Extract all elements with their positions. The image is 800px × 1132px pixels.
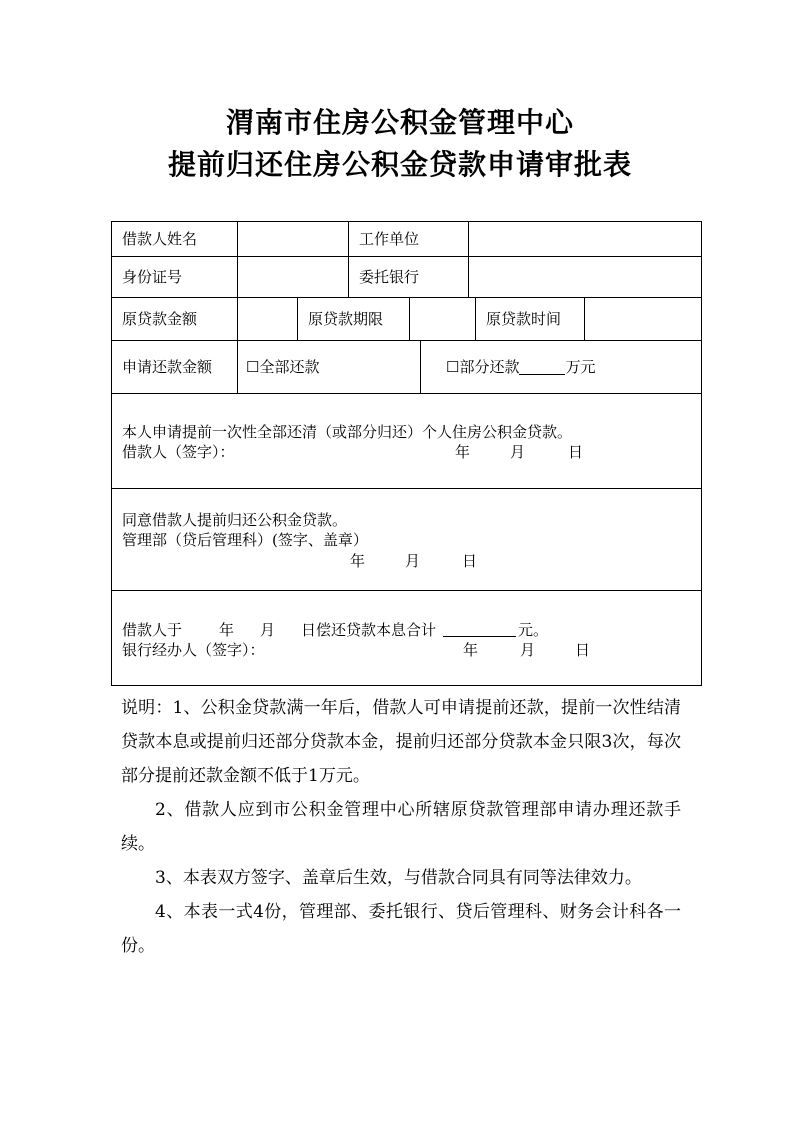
full-repayment-checkbox[interactable]: ☐ — [246, 358, 260, 376]
bank-sign-month: 月 — [520, 641, 536, 659]
partial-amount-unit: 万元 — [565, 358, 596, 376]
repayment-total-blank[interactable] — [443, 622, 516, 637]
partial-repayment-checkbox[interactable]: ☐ — [446, 358, 460, 376]
bank-sign-day: 日 — [575, 641, 591, 659]
bank-sign-year: 年 — [463, 641, 479, 659]
borrower-name-field[interactable] — [237, 221, 349, 257]
note-2: 2、借款人应到市公积金管理中心所辖原贷款管理部申请办理还款手续。 — [121, 800, 681, 854]
entrusted-bank-label: 委托银行 — [348, 256, 469, 298]
note-4: 4、本表一式4份，管理部、委托银行、贷后管理科、财务会计科各一份。 — [121, 902, 681, 956]
approval-signature-label: 管理部（贷后管理科）(签字、盖章） — [122, 531, 368, 549]
original-loan-term-field[interactable] — [409, 297, 476, 341]
employer-field[interactable] — [468, 221, 702, 257]
original-loan-amount-label: 原贷款金额 — [111, 297, 238, 341]
applicant-statement: 本人申请提前一次性全部还清（或部分归还）个人住房公积金贷款。 — [122, 423, 573, 441]
form-title: 提前归还住房公积金贷款申请审批表 — [167, 148, 632, 181]
applicant-sign-month: 月 — [510, 443, 526, 461]
approval-statement: 同意借款人提前归还公积金贷款。 — [122, 511, 348, 529]
full-repayment-label: 全部还款 — [259, 358, 320, 376]
employer-label: 工作单位 — [348, 221, 469, 257]
approval-sign-year: 年 — [350, 552, 366, 570]
borrower-name-label: 借款人姓名 — [111, 221, 238, 257]
repayment-total-unit: 元。 — [518, 621, 549, 639]
repayment-record-section — [111, 590, 702, 686]
partial-amount-blank[interactable] — [519, 360, 565, 375]
approval-sign-month: 月 — [405, 552, 421, 570]
note-3: 3、本表双方签字、盖章后生效，与借款合同具有同等法律效力。 — [155, 868, 642, 888]
original-loan-term-label: 原贷款期限 — [297, 297, 410, 341]
full-repayment-option[interactable] — [237, 340, 421, 394]
id-number-label: 身份证号 — [111, 256, 238, 298]
repayment-month: 月 — [260, 621, 276, 639]
repayment-prefix: 借款人于 — [122, 621, 183, 639]
partial-repayment-option[interactable] — [420, 340, 702, 394]
applicant-statement-section — [111, 393, 702, 489]
bank-officer-signature-label: 银行经办人（签字）： — [122, 641, 265, 659]
repayment-total-text: 日偿还贷款本息合计 — [301, 621, 437, 639]
notes-section — [121, 691, 681, 963]
entrusted-bank-field[interactable] — [468, 256, 702, 298]
id-number-field[interactable] — [237, 256, 349, 298]
original-loan-date-field[interactable] — [584, 297, 702, 341]
repayment-year: 年 — [219, 621, 235, 639]
repayment-amount-label: 申请还款金额 — [111, 340, 238, 394]
approval-sign-day: 日 — [462, 552, 478, 570]
applicant-sign-day: 日 — [568, 443, 584, 461]
approval-section — [111, 488, 702, 591]
applicant-signature-label: 借款人（签字）： — [122, 443, 235, 461]
note-1: 说明：1、公积金贷款满一年后，借款人可申请提前还款，提前一次性结清贷款本息或提前归还部分贷款本金，提前归还部分贷款本金只限3次，每次部分提前还款金额不低于1万元。 — [121, 698, 681, 786]
original-loan-date-label: 原贷款时间 — [475, 297, 585, 341]
original-loan-amount-field[interactable] — [237, 297, 298, 341]
partial-repayment-label: 部分还款 — [459, 358, 520, 376]
applicant-sign-year: 年 — [455, 443, 471, 461]
page-title: 渭南市住房公积金管理中心 — [225, 106, 574, 139]
